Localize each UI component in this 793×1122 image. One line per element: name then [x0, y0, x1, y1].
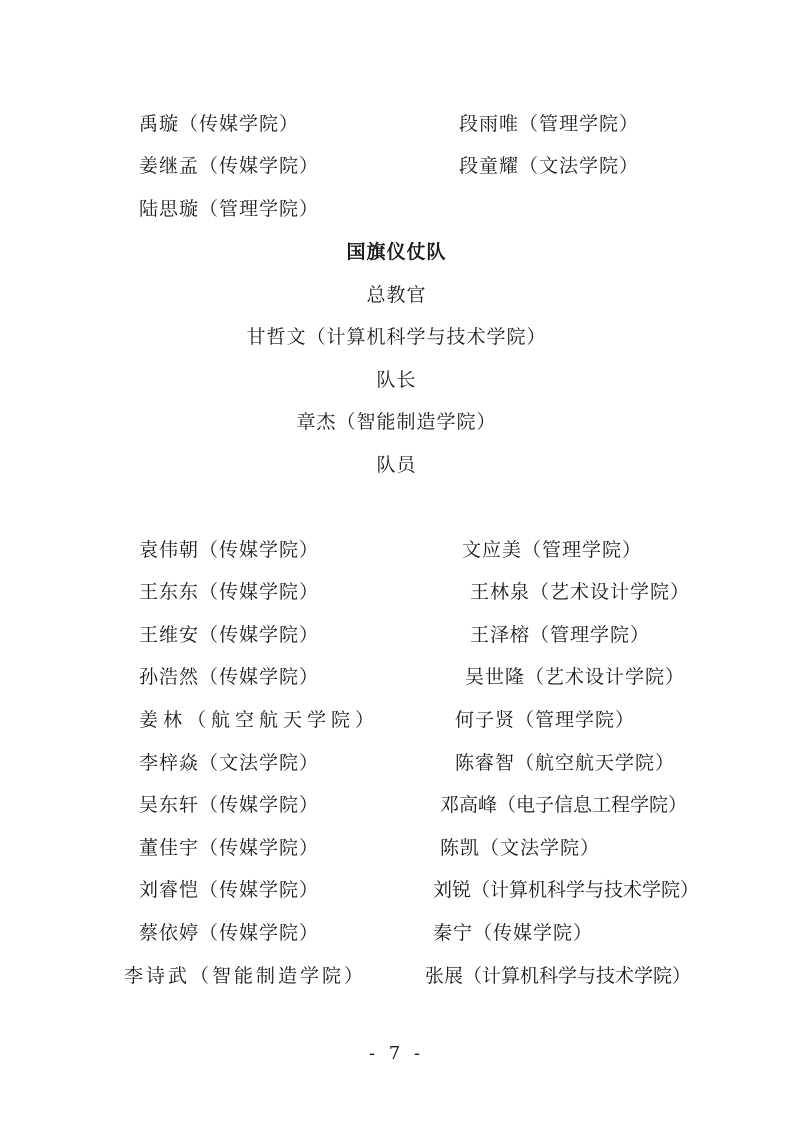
member-entry: 邓高峰（电子信息工程学院）	[440, 794, 688, 816]
member-entry: 秦宁（传媒学院）	[433, 922, 594, 944]
member-entry: 陈凯（文法学院）	[440, 837, 601, 859]
name-entry: 姜继孟（传媒学院）	[139, 155, 320, 177]
name-entry: 段雨唯（管理学院）	[459, 113, 640, 135]
name-entry: 段童耀（文法学院）	[459, 155, 640, 177]
member-entry: 何子贤（管理学院）	[455, 709, 636, 731]
member-entry: 董佳宇（传媒学院）	[139, 837, 320, 859]
member-entry: 王林泉（艺术设计学院）	[470, 581, 691, 603]
member-entry: 王维安（传媒学院）	[139, 624, 320, 646]
member-entry: 姜林（航空航天学院）	[139, 709, 380, 731]
member-entry: 吴东轩（传媒学院）	[139, 794, 320, 816]
page-number: - 7 -	[368, 1043, 425, 1064]
member-entry: 王东东（传媒学院）	[139, 581, 320, 603]
captain-label: 队长	[376, 369, 417, 391]
chief-label: 总教官	[366, 284, 427, 306]
member-entry: 张展（计算机科学与技术学院）	[425, 965, 692, 987]
member-entry: 蔡依婷（传媒学院）	[139, 922, 320, 944]
name-entry: 陆思璇（管理学院）	[139, 198, 320, 220]
member-entry: 吴世隆（艺术设计学院）	[465, 666, 686, 688]
member-entry: 刘锐（计算机科学与技术学院）	[433, 879, 700, 901]
member-entry: 陈睿智（航空航天学院）	[455, 752, 676, 774]
member-entry: 文应美（管理学院）	[462, 539, 643, 561]
name-entry: 禹璇（传媒学院）	[139, 113, 300, 135]
section-title: 国旗仪仗队	[346, 241, 447, 263]
member-entry: 李梓焱（文法学院）	[139, 752, 320, 774]
member-entry: 王泽榕（管理学院）	[470, 624, 651, 646]
captain-name: 章杰（智能制造学院）	[296, 411, 497, 433]
chief-name: 甘哲文（计算机科学与技术学院）	[246, 326, 547, 348]
member-entry: 李诗武（智能制造学院）	[124, 965, 367, 987]
members-label: 队员	[376, 454, 417, 476]
member-entry: 刘睿恺（传媒学院）	[139, 879, 320, 901]
member-entry: 袁伟朝（传媒学院）	[139, 539, 320, 561]
member-entry: 孙浩然（传媒学院）	[139, 666, 320, 688]
